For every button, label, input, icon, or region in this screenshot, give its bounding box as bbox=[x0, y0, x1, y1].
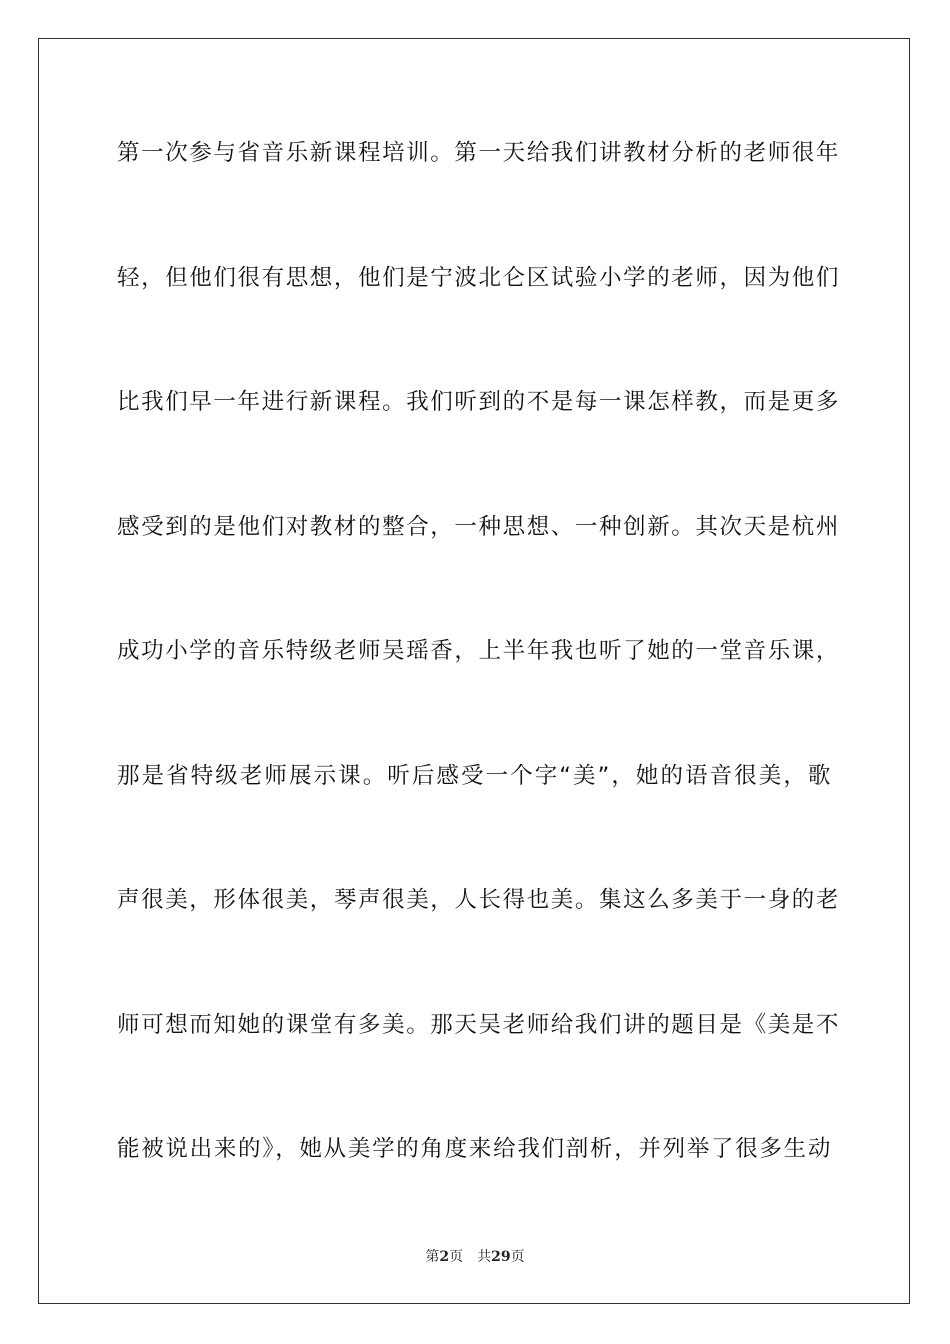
body-line-4: 感受到的是他们对教材的整合，一种思想、一种创新。其次天是杭州 bbox=[117, 513, 841, 540]
page-suffix: 页 bbox=[449, 1249, 464, 1265]
page-prefix: 第 bbox=[425, 1249, 440, 1265]
body-line-5: 成功小学的音乐特级老师吴瑶香，上半年我也听了她的一堂音乐课， bbox=[117, 638, 841, 664]
body-line-6: 那是省特级老师展示课。听后感受一个字“美”，她的语音很美，歌 bbox=[117, 762, 832, 789]
page-total: 29 bbox=[491, 1249, 511, 1265]
total-prefix: 共 bbox=[477, 1249, 492, 1265]
body-line-8: 师可想而知她的课堂有多美。那天吴老师给我们讲的题目是《美是不 bbox=[117, 1011, 841, 1038]
body-line-1: 第一次参与省音乐新课程培训。第一天给我们讲教材分析的老师很年 bbox=[117, 140, 841, 166]
total-suffix: 页 bbox=[510, 1249, 525, 1265]
body-line-7: 声很美，形体很美，琴声很美，人长得也美。集这么多美于一身的老 bbox=[117, 887, 841, 913]
document-body bbox=[117, 128, 841, 1249]
page-current: 2 bbox=[439, 1249, 450, 1265]
body-line-9: 能被说出来的》，她从美学的角度来给我们剖析，并列举了很多生动 bbox=[117, 1136, 832, 1162]
body-line-2: 轻，但他们很有思想，他们是宁波北仑区试验小学的老师，因为他们 bbox=[117, 264, 841, 291]
body-line-3: 比我们早一年进行新课程。我们听到的不是每一课怎样教，而是更多 bbox=[117, 389, 841, 415]
page-footer bbox=[0, 1246, 950, 1266]
